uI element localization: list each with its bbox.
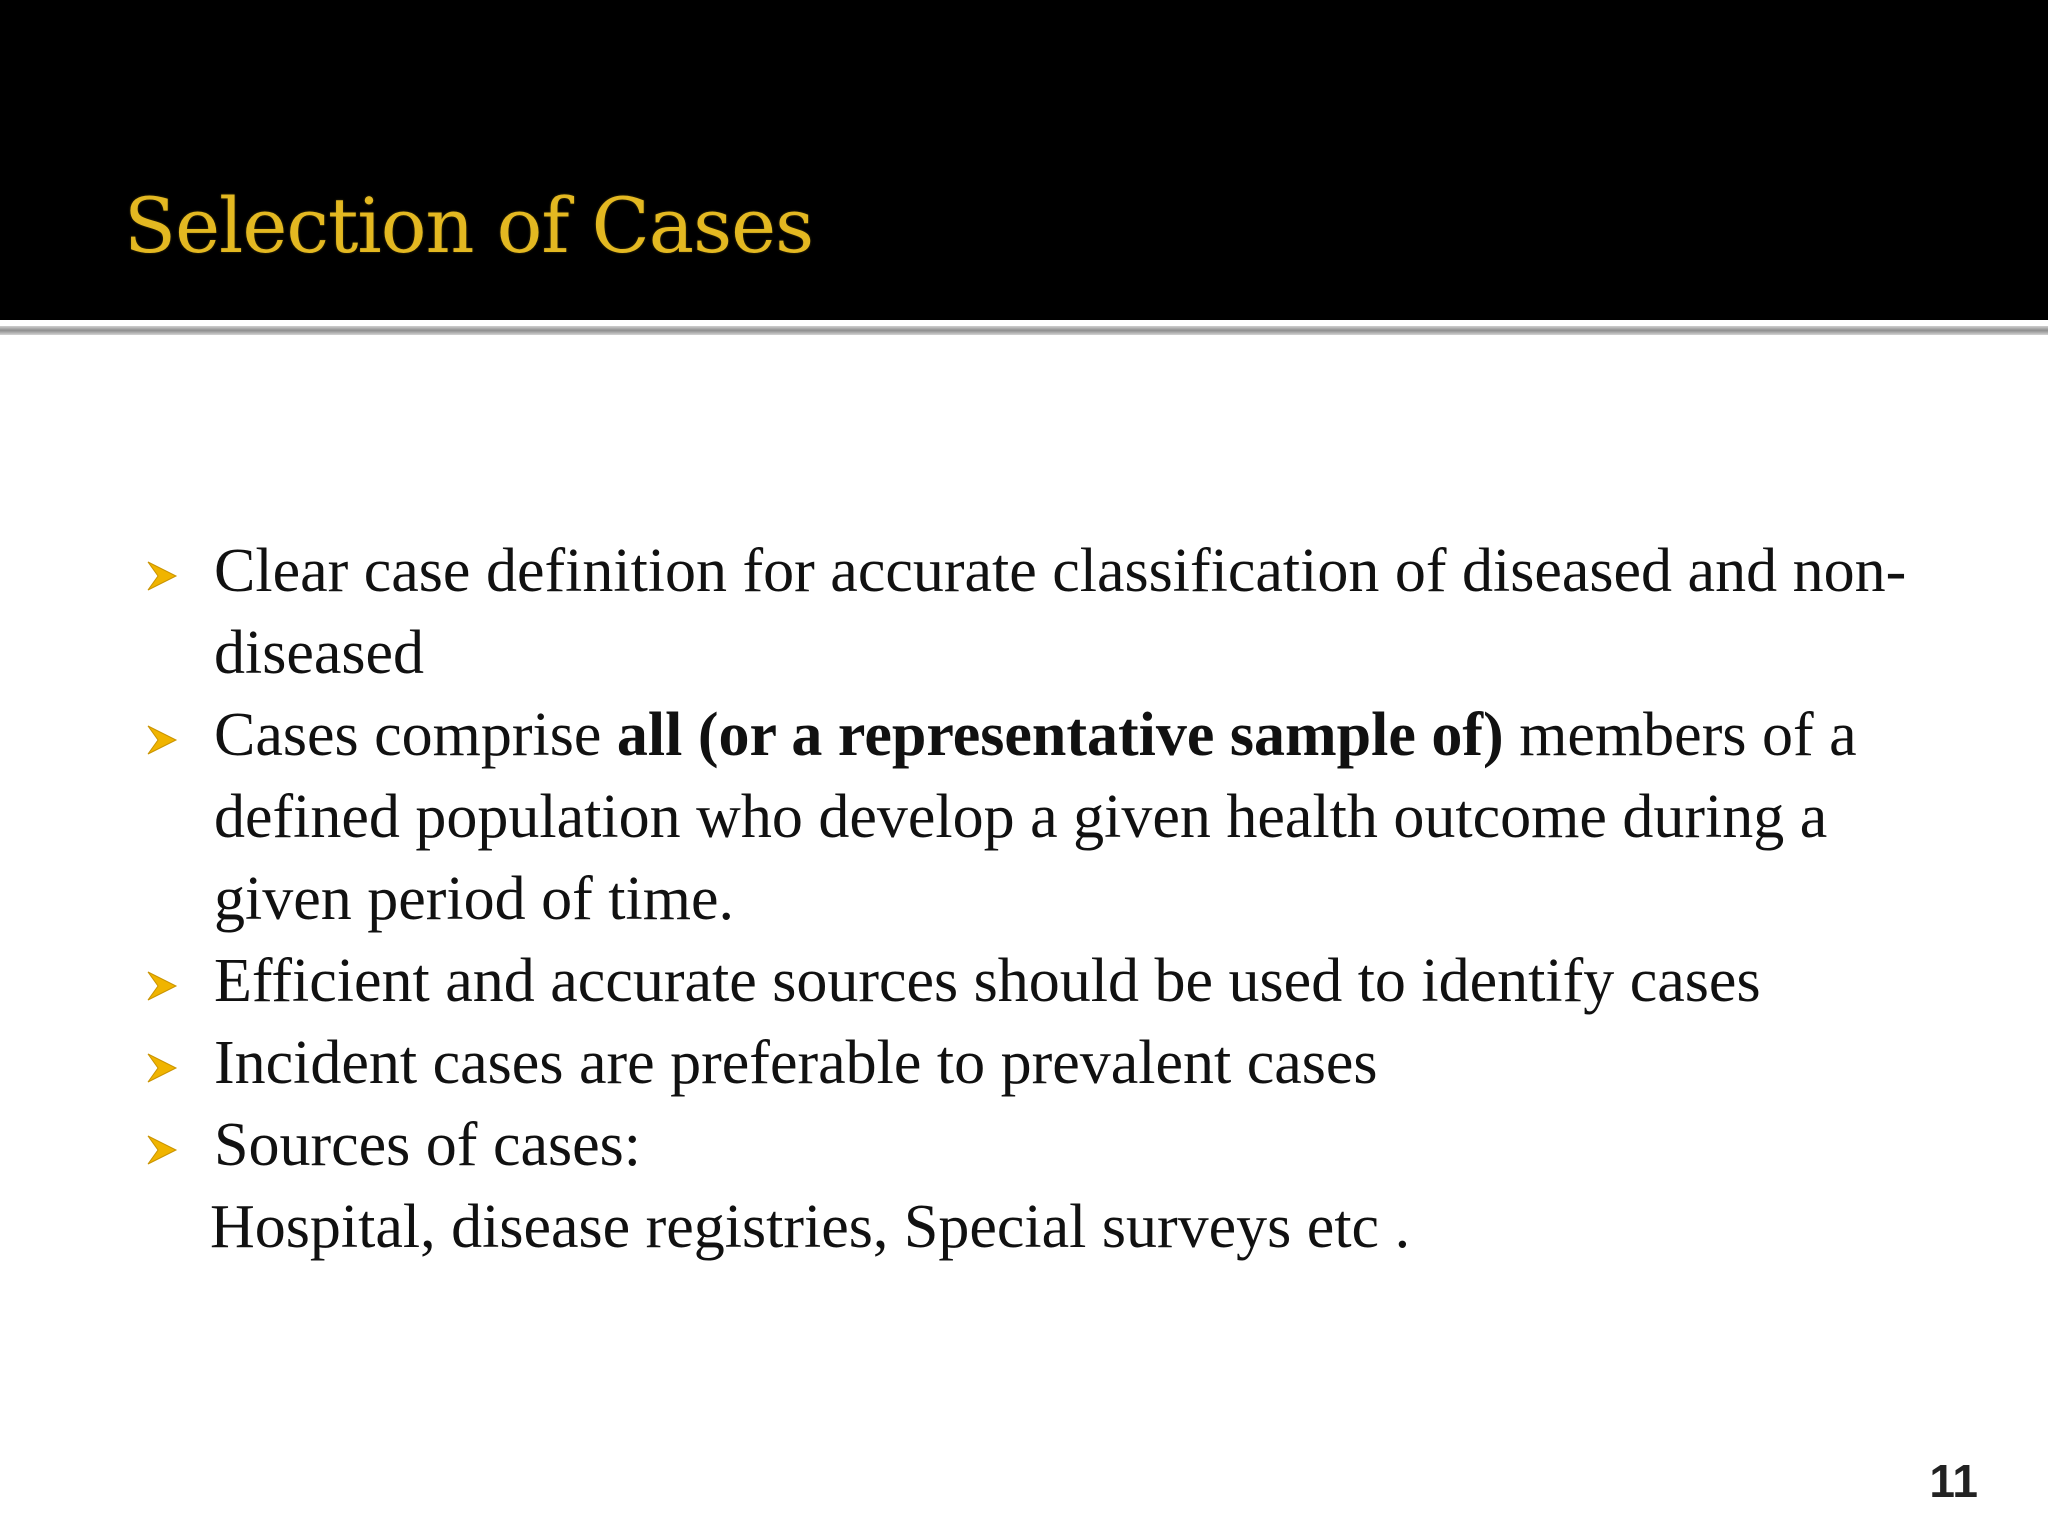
arrow-bullet-icon (144, 1050, 180, 1086)
bullet-text-before-bold: Cases comprise (214, 701, 617, 769)
header-band (0, 0, 2048, 320)
arrow-bullet-icon (144, 558, 180, 594)
header-divider (0, 326, 2048, 335)
bullet-text: Clear case definition for accurate classification of diseased and non-diseased (214, 537, 1907, 687)
page-number: 11 (1929, 1455, 1978, 1507)
sources-list-text: Hospital, disease registries, Special surveys etc . (210, 1193, 1411, 1261)
bullet-text-after-bold: members of a defined population who develop a given health outcome during a given period of time. (214, 701, 1857, 933)
bullet-text (214, 701, 1857, 933)
bullet-item-cases-comprise (140, 694, 1940, 940)
bullet-item-sources-identify (140, 940, 1940, 1022)
slide-title: Selection of Cases (124, 181, 814, 270)
bullet-text: Efficient and accurate sources should be used to identify cases (214, 947, 1761, 1015)
bullet-text: Incident cases are preferable to prevalent cases (214, 1029, 1378, 1097)
arrow-bullet-icon (144, 1132, 180, 1168)
arrow-bullet-icon (144, 722, 180, 758)
bullet-list (140, 530, 1940, 1268)
bullet-item-sources-of-cases (140, 1104, 1940, 1186)
arrow-bullet-icon (144, 968, 180, 1004)
bullet-item-incident-cases (140, 1022, 1940, 1104)
bullet-item-case-definition (140, 530, 1940, 694)
bullet-text-bold: all (or a representative sample of) (616, 701, 1504, 769)
bullet-text: Sources of cases: (214, 1111, 641, 1179)
